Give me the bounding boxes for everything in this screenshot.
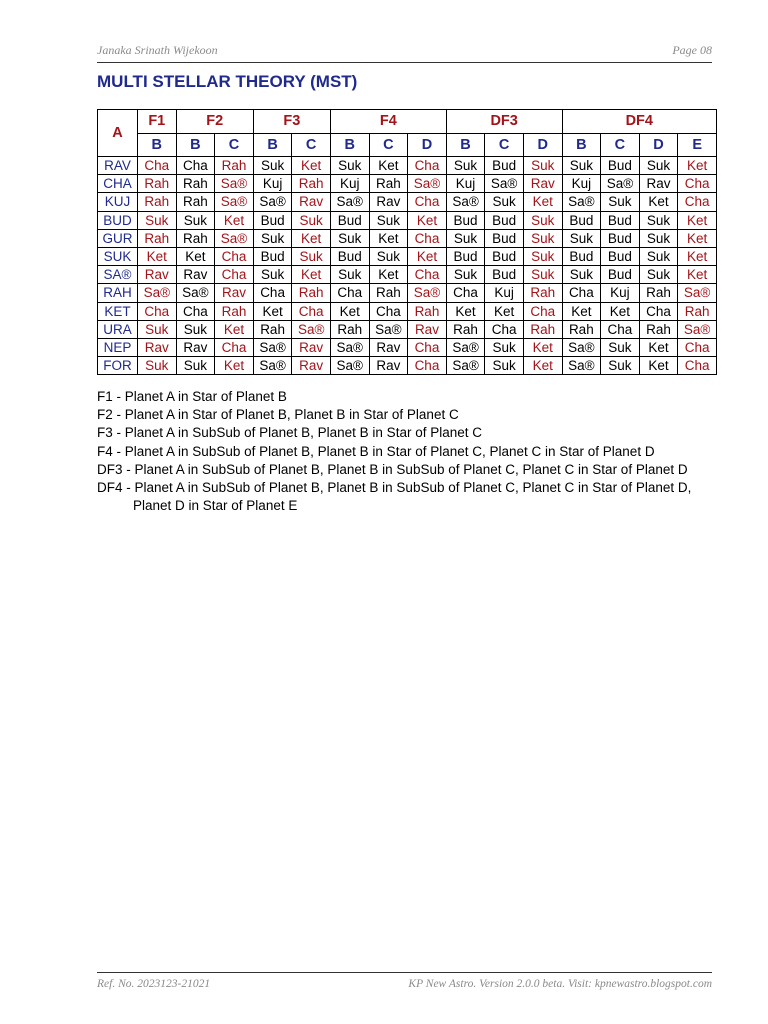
table-cell: Suk bbox=[330, 157, 369, 175]
table-cell: Ket bbox=[176, 247, 215, 265]
table-cell: Rah bbox=[562, 320, 601, 338]
table-cell: Sa® bbox=[562, 193, 601, 211]
table-cell: Suk bbox=[446, 266, 485, 284]
table-cell: Cha bbox=[292, 302, 331, 320]
table-cell: Suk bbox=[330, 229, 369, 247]
table-cell: Ket bbox=[639, 193, 678, 211]
page-header bbox=[97, 42, 712, 63]
legend-line: DF3 - Planet A in SubSub of Planet B, Planet B in SubSub of Planet C, Planet C in Star of Planet D bbox=[97, 461, 688, 477]
table-cell: Rah bbox=[176, 229, 215, 247]
table-cell: Sa® bbox=[138, 284, 177, 302]
group-header: DF4 bbox=[562, 110, 716, 134]
table-cell: Bud bbox=[601, 157, 640, 175]
table-cell: Sa® bbox=[601, 175, 640, 193]
table-cell: Rav bbox=[292, 338, 331, 356]
table-cell: Rav bbox=[639, 175, 678, 193]
table-cell: Ket bbox=[639, 357, 678, 375]
table-cell: Sa® bbox=[215, 175, 254, 193]
planet-label: RAH bbox=[98, 284, 138, 302]
table-cell: Sa® bbox=[215, 193, 254, 211]
table-cell: Rah bbox=[523, 320, 562, 338]
table-cell: Cha bbox=[408, 193, 447, 211]
group-header-row bbox=[98, 110, 717, 134]
page-number: Page 08 bbox=[672, 43, 712, 57]
table-cell: Suk bbox=[639, 229, 678, 247]
table-cell: Ket bbox=[292, 229, 331, 247]
table-cell: Suk bbox=[253, 157, 292, 175]
table-cell: Bud bbox=[601, 229, 640, 247]
column-header: B bbox=[138, 134, 177, 157]
table-cell: Bud bbox=[485, 247, 524, 265]
table-cell: Suk bbox=[176, 211, 215, 229]
table-cell: Ket bbox=[369, 266, 408, 284]
table-cell: Rav bbox=[138, 266, 177, 284]
table-cell: Kuj bbox=[562, 175, 601, 193]
planet-a-header: A bbox=[98, 110, 138, 157]
table-cell: Rav bbox=[138, 338, 177, 356]
table-cell: Sa® bbox=[215, 229, 254, 247]
legend-line: F2 - Planet A in Star of Planet B, Planet B in Star of Planet C bbox=[97, 407, 459, 423]
table-cell: Cha bbox=[485, 320, 524, 338]
page-footer bbox=[97, 972, 712, 993]
table-row bbox=[98, 320, 717, 338]
table-cell: Sa® bbox=[408, 175, 447, 193]
table-cell: Bud bbox=[330, 211, 369, 229]
table-cell: Bud bbox=[485, 229, 524, 247]
table-row bbox=[98, 338, 717, 356]
table-cell: Sa® bbox=[253, 193, 292, 211]
column-header: C bbox=[601, 134, 640, 157]
table-cell: Suk bbox=[639, 157, 678, 175]
table-cell: Ket bbox=[678, 229, 717, 247]
table-cell: Rah bbox=[138, 175, 177, 193]
table-cell: Sa® bbox=[562, 338, 601, 356]
table-row bbox=[98, 247, 717, 265]
author-name: Janaka Srinath Wijekoon bbox=[97, 43, 218, 57]
table-row bbox=[98, 357, 717, 375]
table-cell: Ket bbox=[330, 302, 369, 320]
table-cell: Sa® bbox=[253, 357, 292, 375]
table-cell: Ket bbox=[253, 302, 292, 320]
table-cell: Suk bbox=[369, 211, 408, 229]
planet-label: URA bbox=[98, 320, 138, 338]
planet-label: RAV bbox=[98, 157, 138, 175]
group-header: F1 bbox=[138, 110, 177, 134]
table-cell: Suk bbox=[138, 320, 177, 338]
table-cell: Suk bbox=[523, 266, 562, 284]
table-cell: Suk bbox=[639, 266, 678, 284]
table-cell: Kuj bbox=[485, 284, 524, 302]
table-cell: Sa® bbox=[446, 357, 485, 375]
planet-label: KUJ bbox=[98, 193, 138, 211]
table-cell: Rah bbox=[639, 320, 678, 338]
table-cell: Cha bbox=[408, 266, 447, 284]
legend-line: DF4 - Planet A in SubSub of Planet B, Planet B in SubSub of Planet C, Planet C in Star of Planet D, bbox=[97, 480, 692, 496]
table-cell: Rah bbox=[215, 302, 254, 320]
table-cell: Cha bbox=[408, 357, 447, 375]
planet-label: SA® bbox=[98, 266, 138, 284]
table-cell: Bud bbox=[562, 247, 601, 265]
table-cell: Rah bbox=[446, 320, 485, 338]
table-cell: Cha bbox=[562, 284, 601, 302]
table-cell: Suk bbox=[523, 211, 562, 229]
table-cell: Sa® bbox=[678, 320, 717, 338]
page-title: MULTI STELLAR THEORY (MST) bbox=[97, 72, 358, 91]
planet-label: NEP bbox=[98, 338, 138, 356]
table-cell: Suk bbox=[138, 357, 177, 375]
column-header: B bbox=[330, 134, 369, 157]
table-cell: Sa® bbox=[446, 338, 485, 356]
table-cell: Ket bbox=[678, 211, 717, 229]
group-header: F2 bbox=[176, 110, 253, 134]
table-cell: Rah bbox=[408, 302, 447, 320]
table-cell: Ket bbox=[369, 157, 408, 175]
table-cell: Bud bbox=[485, 211, 524, 229]
column-header: D bbox=[408, 134, 447, 157]
table-cell: Kuj bbox=[446, 175, 485, 193]
table-cell: Ket bbox=[678, 247, 717, 265]
table-cell: Rav bbox=[292, 357, 331, 375]
table-cell: Ket bbox=[678, 266, 717, 284]
table-row bbox=[98, 211, 717, 229]
table-cell: Rav bbox=[292, 193, 331, 211]
table-cell: Rav bbox=[369, 338, 408, 356]
table-cell: Sa® bbox=[562, 357, 601, 375]
table-cell: Suk bbox=[601, 357, 640, 375]
table-cell: Cha bbox=[523, 302, 562, 320]
table-cell: Suk bbox=[292, 211, 331, 229]
table-cell: Cha bbox=[253, 284, 292, 302]
table-cell: Suk bbox=[601, 338, 640, 356]
table-cell: Rav bbox=[408, 320, 447, 338]
table-cell: Rah bbox=[253, 320, 292, 338]
column-header: C bbox=[292, 134, 331, 157]
table-cell: Bud bbox=[485, 157, 524, 175]
column-header: B bbox=[176, 134, 215, 157]
column-header: C bbox=[369, 134, 408, 157]
table-cell: Cha bbox=[408, 157, 447, 175]
legend-line: F1 - Planet A in Star of Planet B bbox=[97, 389, 287, 404]
table-cell: Suk bbox=[639, 247, 678, 265]
table-cell: Ket bbox=[601, 302, 640, 320]
table-cell: Cha bbox=[408, 229, 447, 247]
table-cell: Cha bbox=[678, 175, 717, 193]
table-cell: Ket bbox=[369, 229, 408, 247]
table-cell: Suk bbox=[138, 211, 177, 229]
table-cell: Suk bbox=[601, 193, 640, 211]
table-cell: Suk bbox=[523, 229, 562, 247]
legend bbox=[97, 388, 717, 515]
table-cell: Sa® bbox=[408, 284, 447, 302]
table-cell: Rah bbox=[176, 175, 215, 193]
table-cell: Ket bbox=[292, 266, 331, 284]
column-header: B bbox=[253, 134, 292, 157]
table-cell: Cha bbox=[408, 338, 447, 356]
table-row bbox=[98, 284, 717, 302]
table-cell: Bud bbox=[253, 247, 292, 265]
table-cell: Suk bbox=[446, 157, 485, 175]
group-header: F4 bbox=[330, 110, 446, 134]
table-cell: Bud bbox=[562, 211, 601, 229]
table-cell: Suk bbox=[562, 266, 601, 284]
table-cell: Rav bbox=[176, 338, 215, 356]
planet-label: KET bbox=[98, 302, 138, 320]
table-cell: Ket bbox=[678, 157, 717, 175]
table-cell: Cha bbox=[678, 193, 717, 211]
table-cell: Bud bbox=[601, 247, 640, 265]
table-cell: Cha bbox=[138, 157, 177, 175]
table-cell: Cha bbox=[330, 284, 369, 302]
table-cell: Suk bbox=[446, 229, 485, 247]
table-cell: Sa® bbox=[330, 338, 369, 356]
table-cell: Ket bbox=[523, 193, 562, 211]
table-cell: Suk bbox=[485, 338, 524, 356]
table-cell: Cha bbox=[601, 320, 640, 338]
table-cell: Rah bbox=[292, 175, 331, 193]
table-cell: Ket bbox=[408, 211, 447, 229]
table-cell: Suk bbox=[523, 157, 562, 175]
table-row bbox=[98, 302, 717, 320]
column-header: B bbox=[562, 134, 601, 157]
column-header: E bbox=[678, 134, 717, 157]
table-cell: Sa® bbox=[369, 320, 408, 338]
table-cell: Rah bbox=[369, 284, 408, 302]
table-cell: Cha bbox=[446, 284, 485, 302]
table-row bbox=[98, 266, 717, 284]
table-cell: Suk bbox=[562, 157, 601, 175]
column-header: C bbox=[485, 134, 524, 157]
table-cell: Kuj bbox=[253, 175, 292, 193]
planet-label: SUK bbox=[98, 247, 138, 265]
table-cell: Bud bbox=[253, 211, 292, 229]
table-cell: Sa® bbox=[330, 357, 369, 375]
table-cell: Bud bbox=[485, 266, 524, 284]
table-cell: Sa® bbox=[678, 284, 717, 302]
mst-table bbox=[97, 109, 717, 375]
table-cell: Rah bbox=[330, 320, 369, 338]
table-cell: Ket bbox=[446, 302, 485, 320]
table-cell: Suk bbox=[176, 357, 215, 375]
table-cell: Ket bbox=[215, 357, 254, 375]
column-header: B bbox=[446, 134, 485, 157]
planet-label: BUD bbox=[98, 211, 138, 229]
table-row bbox=[98, 157, 717, 175]
table-cell: Ket bbox=[215, 320, 254, 338]
table-cell: Cha bbox=[176, 302, 215, 320]
table-cell: Rah bbox=[292, 284, 331, 302]
table-cell: Bud bbox=[446, 211, 485, 229]
table-cell: Cha bbox=[215, 266, 254, 284]
table-cell: Suk bbox=[292, 247, 331, 265]
table-cell: Rah bbox=[176, 193, 215, 211]
column-header: D bbox=[639, 134, 678, 157]
table-cell: Ket bbox=[292, 157, 331, 175]
column-header-row bbox=[98, 134, 717, 157]
table-cell: Cha bbox=[138, 302, 177, 320]
table-cell: Suk bbox=[562, 229, 601, 247]
table-cell: Rah bbox=[678, 302, 717, 320]
table-cell: Cha bbox=[678, 357, 717, 375]
table-cell: Ket bbox=[562, 302, 601, 320]
planet-label: CHA bbox=[98, 175, 138, 193]
table-cell: Rah bbox=[369, 175, 408, 193]
table-cell: Ket bbox=[408, 247, 447, 265]
table-cell: Suk bbox=[485, 193, 524, 211]
table-cell: Suk bbox=[253, 266, 292, 284]
legend-continuation: Planet D in Star of Planet E bbox=[133, 498, 298, 514]
table-cell: Suk bbox=[176, 320, 215, 338]
table-cell: Rah bbox=[138, 229, 177, 247]
table-cell: Rav bbox=[176, 266, 215, 284]
table-cell: Ket bbox=[639, 338, 678, 356]
group-header: DF3 bbox=[446, 110, 562, 134]
table-cell: Sa® bbox=[292, 320, 331, 338]
table-cell: Bud bbox=[601, 211, 640, 229]
table-cell: Bud bbox=[601, 266, 640, 284]
table-row bbox=[98, 175, 717, 193]
reference-number: Ref. No. 2023123-21021 bbox=[97, 978, 211, 990]
table-cell: Suk bbox=[639, 211, 678, 229]
table-cell: Suk bbox=[369, 247, 408, 265]
table-cell: Cha bbox=[678, 338, 717, 356]
table-cell: Suk bbox=[253, 229, 292, 247]
table-cell: Sa® bbox=[446, 193, 485, 211]
table-cell: Kuj bbox=[601, 284, 640, 302]
table-cell: Ket bbox=[138, 247, 177, 265]
table-cell: Ket bbox=[485, 302, 524, 320]
legend-line: F4 - Planet A in SubSub of Planet B, Planet B in Star of Planet C, Planet C in Star of Planet D bbox=[97, 443, 655, 459]
table-cell: Bud bbox=[446, 247, 485, 265]
table-cell: Rav bbox=[369, 193, 408, 211]
table-row bbox=[98, 193, 717, 211]
table-cell: Suk bbox=[523, 247, 562, 265]
table-cell: Rav bbox=[369, 357, 408, 375]
table-cell: Rav bbox=[523, 175, 562, 193]
table-cell: Suk bbox=[485, 357, 524, 375]
column-header: C bbox=[215, 134, 254, 157]
legend-line: F3 - Planet A in SubSub of Planet B, Planet B in Star of Planet C bbox=[97, 425, 482, 441]
table-cell: Bud bbox=[330, 247, 369, 265]
table-cell: Sa® bbox=[253, 338, 292, 356]
table-cell: Rah bbox=[138, 193, 177, 211]
version-info: KP New Astro. Version 2.0.0 beta. Visit: kpnewastro.blogspot.com bbox=[408, 978, 712, 990]
table-cell: Ket bbox=[523, 338, 562, 356]
table-cell: Rah bbox=[639, 284, 678, 302]
table-cell: Rah bbox=[215, 157, 254, 175]
table-cell: Rav bbox=[215, 284, 254, 302]
table-cell: Ket bbox=[523, 357, 562, 375]
table-cell: Cha bbox=[215, 247, 254, 265]
table-cell: Ket bbox=[215, 211, 254, 229]
table-cell: Cha bbox=[176, 157, 215, 175]
table-row bbox=[98, 229, 717, 247]
table-cell: Suk bbox=[330, 266, 369, 284]
column-header: D bbox=[523, 134, 562, 157]
planet-label: GUR bbox=[98, 229, 138, 247]
table-cell: Sa® bbox=[330, 193, 369, 211]
group-header: F3 bbox=[253, 110, 330, 134]
table-cell: Cha bbox=[369, 302, 408, 320]
table-cell: Kuj bbox=[330, 175, 369, 193]
table-cell: Sa® bbox=[176, 284, 215, 302]
table-cell: Cha bbox=[639, 302, 678, 320]
planet-label: FOR bbox=[98, 357, 138, 375]
table-cell: Cha bbox=[215, 338, 254, 356]
table-body bbox=[98, 157, 717, 375]
table-cell: Sa® bbox=[485, 175, 524, 193]
table-cell: Rah bbox=[523, 284, 562, 302]
